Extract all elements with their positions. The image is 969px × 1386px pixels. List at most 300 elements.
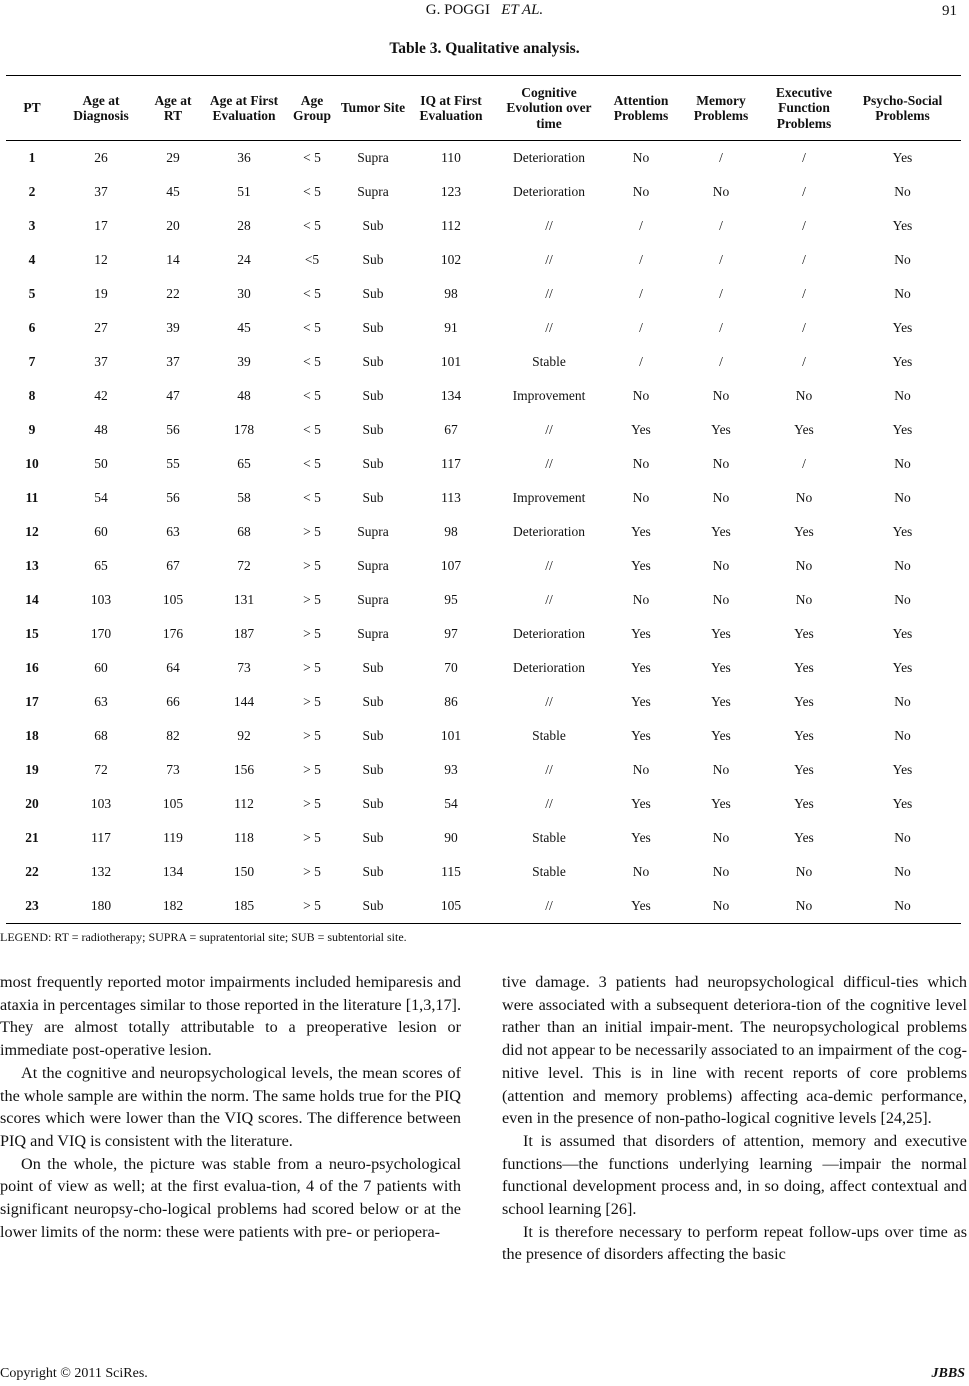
table-cell: 117 (91, 830, 111, 845)
table-cell: No (894, 830, 911, 845)
table-cell: No (712, 592, 730, 607)
table-cell: 82 (166, 728, 180, 743)
table-cell: / (719, 252, 723, 267)
table-cell: 67 (444, 422, 458, 437)
table-cell: No (894, 728, 911, 743)
table-cell: 67 (166, 558, 180, 573)
table-cell: Yes (631, 694, 651, 709)
column-header: Cognitive Evolution over time (494, 76, 604, 141)
table-cell: 91 (444, 320, 458, 335)
table-cell: Sub (362, 762, 384, 777)
table-cell: 73 (166, 762, 180, 777)
patient-id-cell: 18 (25, 728, 39, 743)
table-cell: 113 (441, 490, 461, 505)
table-cell: < 5 (303, 286, 321, 301)
body-text-right-column (502, 971, 967, 1266)
table-cell: Stable (532, 864, 566, 879)
table-row (6, 311, 961, 345)
table-cell: Sub (362, 354, 384, 369)
table-cell: Yes (711, 524, 731, 539)
table-cell: Sub (362, 830, 384, 845)
table-cell: 134 (162, 864, 184, 879)
table-row (6, 277, 961, 311)
table-cell: < 5 (303, 422, 321, 437)
table-cell: 112 (234, 796, 254, 811)
table-cell: // (545, 592, 553, 607)
table-cell: / (802, 286, 806, 301)
table-cell: / (802, 320, 806, 335)
table-cell: / (802, 456, 806, 471)
table-cell: Supra (357, 626, 389, 641)
table-cell: 24 (237, 252, 251, 267)
table-cell: 63 (166, 524, 180, 539)
table-cell: 58 (237, 490, 251, 505)
table-row (6, 515, 961, 549)
table-body (6, 141, 961, 924)
table-cell: 48 (94, 422, 108, 437)
table-cell: No (632, 864, 650, 879)
table-cell: No (632, 150, 650, 165)
table-cell: No (712, 456, 730, 471)
body-text-left-column (0, 971, 461, 1243)
table-cell: 68 (237, 524, 251, 539)
table-cell: Sub (362, 796, 384, 811)
table-cell: No (632, 184, 650, 199)
body-paragraph: On the whole, the picture was stable from a neuro-psychological point of view as well; at the first evalua-tion, 4 of the 7 patients with significant neuropsy-cho-logical problems had scored below or at the lower limits of the norm: these were patients with pre- or periopera- (0, 1154, 461, 1241)
patient-id-cell: 11 (25, 490, 39, 505)
table-cell: Yes (631, 422, 651, 437)
table-cell: 65 (237, 456, 251, 471)
table-cell: < 5 (303, 218, 321, 233)
table-cell: 64 (166, 660, 180, 675)
patient-id-cell: 5 (28, 286, 36, 301)
table-cell: 47 (166, 388, 180, 403)
table-cell: < 5 (303, 320, 321, 335)
table-cell: No (894, 184, 911, 199)
table-cell: 176 (162, 626, 184, 641)
table-cell: No (712, 830, 730, 845)
body-paragraph: It is assumed that disorders of attention, memory and executive functions—the functions underlying learning —impair the normal functional development process and, in so doing, affect contextual and school learning [26]. (502, 1131, 967, 1219)
table-header-row (6, 76, 961, 141)
footer-copyright: Copyright © 2011 SciRes. (0, 1366, 148, 1381)
table-cell: Sub (362, 456, 384, 471)
table-cell: // (545, 252, 553, 267)
table-cell: Yes (794, 626, 814, 641)
table-cell: Sub (362, 728, 384, 743)
table-cell: Deterioration (513, 524, 585, 539)
patient-id-cell: 21 (25, 830, 39, 845)
table-cell: > 5 (303, 524, 321, 539)
table-caption: Table 3. Qualitative analysis. (389, 40, 580, 57)
table-cell: No (632, 592, 650, 607)
patient-id-cell: 8 (28, 388, 36, 403)
table-cell: 97 (444, 626, 458, 641)
table-cell: Yes (794, 830, 814, 845)
table-cell: 102 (440, 252, 462, 267)
table-cell: Deterioration (513, 150, 585, 165)
table-row (6, 141, 961, 176)
table-cell: 110 (441, 150, 461, 165)
patient-id-cell: 4 (28, 252, 36, 267)
table-cell: Yes (794, 728, 814, 743)
table-row (6, 549, 961, 583)
table-cell: Supra (357, 558, 389, 573)
table-cell: 144 (233, 694, 255, 709)
table-row (6, 447, 961, 481)
table-cell: > 5 (303, 694, 321, 709)
patient-id-cell: 3 (28, 218, 36, 233)
table-cell: Yes (892, 422, 913, 437)
table-cell: 103 (90, 592, 112, 607)
table-row (6, 855, 961, 889)
table-cell: / (719, 354, 723, 369)
table-cell: No (894, 592, 911, 607)
table-cell: 101 (440, 728, 462, 743)
table-row (6, 617, 961, 651)
table-cell: 12 (94, 252, 108, 267)
table-cell: 48 (237, 388, 251, 403)
table-cell: 115 (441, 864, 461, 879)
table-cell: 39 (237, 354, 251, 369)
table-cell: Yes (892, 524, 913, 539)
table-cell: 60 (94, 660, 108, 675)
column-header: Psycho-Social Problems (844, 76, 961, 141)
table-cell: / (802, 218, 806, 233)
table-cell: 156 (233, 762, 255, 777)
table-cell: 92 (237, 728, 251, 743)
column-header: Age at Diagnosis (58, 76, 144, 141)
table-cell: / (802, 184, 806, 199)
table-cell: 26 (94, 150, 108, 165)
table-cell: Yes (794, 422, 814, 437)
column-header: Age at RT (144, 76, 202, 141)
table-cell: // (494, 889, 604, 924)
table-cell: Supra (357, 592, 389, 607)
table-cell: 182 (144, 889, 202, 924)
patient-id-cell: 9 (28, 422, 36, 437)
table-cell: / (802, 150, 806, 165)
table-cell: 68 (94, 728, 108, 743)
table-cell: Sub (362, 694, 384, 709)
table-cell: // (545, 286, 553, 301)
table-cell: No (712, 762, 730, 777)
column-header: IQ at First Evaluation (408, 76, 494, 141)
table-cell: 56 (166, 490, 180, 505)
table-cell: / (802, 354, 806, 369)
table-cell: <5 (304, 252, 320, 267)
table-cell: / (639, 218, 643, 233)
table-cell: < 5 (303, 184, 321, 199)
table-cell: Yes (892, 660, 913, 675)
patient-id-cell: 23 (6, 889, 58, 924)
table-cell: Yes (711, 626, 731, 641)
table-cell: > 5 (303, 660, 321, 675)
table-cell: 98 (444, 524, 458, 539)
table-cell: < 5 (303, 490, 321, 505)
column-header: Age Group (286, 76, 338, 141)
table-cell: Yes (892, 626, 913, 641)
table-cell: < 5 (303, 150, 321, 165)
table-cell: 56 (166, 422, 180, 437)
table-cell: 30 (237, 286, 251, 301)
table-cell: 98 (444, 286, 458, 301)
table-cell: 112 (441, 218, 461, 233)
table-cell: / (639, 354, 643, 369)
table-row (6, 889, 961, 924)
table-cell: 178 (233, 422, 255, 437)
table-cell: Improvement (512, 388, 586, 403)
table-cell: 105 (408, 889, 494, 924)
patient-id-cell: 15 (25, 626, 39, 641)
table-cell: 187 (233, 626, 255, 641)
table-cell: Yes (631, 796, 651, 811)
table-cell: 70 (444, 660, 458, 675)
table-row (6, 243, 961, 277)
table-row (6, 651, 961, 685)
table-cell: 28 (237, 218, 251, 233)
body-paragraph: tive damage. 3 patients had neuropsychological difficul-ties which were associated with a subsequent deteriora-tion of the cognitive level rather than an initial impair-ment. The neuropsychological problems did not appear to be necessarily associated to an impairment of the cog-nitive level. This is in line with recent reports of core problems (attention and memory problems) affecting aca-demic performance, even in the presence of non-patho-logical cognitive levels [24,25]. (502, 973, 967, 1128)
table-cell: 37 (166, 354, 180, 369)
table-cell: 118 (234, 830, 254, 845)
table-cell: Yes (794, 796, 814, 811)
table-cell: > 5 (286, 889, 338, 924)
table-cell: Yes (711, 422, 731, 437)
table-cell: 185 (202, 889, 286, 924)
table-cell: > 5 (303, 762, 321, 777)
table-cell: 54 (94, 490, 108, 505)
patient-id-cell: 17 (25, 694, 39, 709)
table-cell: Yes (892, 796, 913, 811)
patient-id-cell: 1 (28, 150, 36, 165)
table-cell: 95 (444, 592, 458, 607)
table-cell: / (719, 320, 723, 335)
table-cell: 66 (166, 694, 180, 709)
table-cell: No (764, 889, 844, 924)
table-cell: / (639, 286, 643, 301)
table-cell: Yes (631, 626, 651, 641)
table-cell: Stable (532, 728, 566, 743)
table-cell: 60 (94, 524, 108, 539)
table-cell: 107 (440, 558, 462, 573)
table-cell: 37 (94, 354, 108, 369)
table-cell: No (795, 558, 813, 573)
table-cell: 90 (444, 830, 458, 845)
table-cell: Sub (362, 218, 384, 233)
body-paragraph: most frequently reported motor impairments included hemiparesis and ataxia in percentages similar to those reported in the literature [1,3,17]. They are almost totally attributable to a preoperative lesion or immediate post-operative lesion. (0, 973, 461, 1060)
table-cell: No (795, 388, 813, 403)
table-cell: 105 (162, 796, 184, 811)
table-cell: // (545, 796, 553, 811)
table-cell: No (894, 864, 911, 879)
table-cell: > 5 (303, 558, 321, 573)
patient-id-cell: 16 (25, 660, 39, 675)
header-et-al: ET AL. (501, 2, 544, 18)
table-cell: Yes (794, 694, 814, 709)
table-cell: Yes (631, 524, 651, 539)
table-cell: Yes (794, 524, 814, 539)
table-cell: 131 (233, 592, 255, 607)
table-cell: // (545, 218, 553, 233)
table-cell: / (639, 320, 643, 335)
table-cell: No (894, 694, 911, 709)
table-cell: < 5 (303, 456, 321, 471)
table-cell: 29 (166, 150, 180, 165)
table-row (6, 175, 961, 209)
table-cell: 39 (166, 320, 180, 335)
table-cell: 51 (237, 184, 251, 199)
table-cell: 45 (166, 184, 180, 199)
table-row (6, 787, 961, 821)
column-header: Age at First Evaluation (202, 76, 286, 141)
table-cell: No (795, 864, 813, 879)
table-cell: Yes (631, 830, 651, 845)
patient-id-cell: 14 (25, 592, 39, 607)
patient-id-cell: 2 (28, 184, 36, 199)
table-row (6, 821, 961, 855)
table-cell: 170 (90, 626, 112, 641)
column-header: Executive Function Problems (764, 76, 844, 141)
table-cell: Yes (794, 660, 814, 675)
table-cell: No (632, 762, 650, 777)
table-row (6, 345, 961, 379)
table-cell: No (712, 558, 730, 573)
table-cell: Yes (711, 660, 731, 675)
table-cell: No (894, 490, 911, 505)
table-cell: Supra (357, 184, 389, 199)
body-paragraph: It is therefore necessary to perform repeat follow-ups over time as the presence of disorders affecting the basic (502, 1222, 967, 1264)
table-row (6, 481, 961, 515)
table-cell: Yes (892, 150, 913, 165)
table-cell: // (545, 422, 553, 437)
qualitative-analysis-table (6, 75, 961, 924)
table-cell: 123 (440, 184, 462, 199)
patient-id-cell: 19 (25, 762, 39, 777)
table-cell: 101 (440, 354, 462, 369)
table-cell: Sub (362, 252, 384, 267)
table-cell: No (894, 252, 911, 267)
table-cell: Yes (892, 762, 913, 777)
table-cell: 73 (237, 660, 251, 675)
header-author: G. POGGI (425, 2, 490, 18)
table-cell: 22 (166, 286, 180, 301)
table-legend: LEGEND: RT = radiotherapy; SUPRA = supratentorial site; SUB = subtentorial site. (0, 930, 407, 944)
table-cell: 27 (94, 320, 108, 335)
table-cell: Yes (631, 660, 651, 675)
table-cell: // (545, 456, 553, 471)
patient-id-cell: 20 (25, 796, 39, 811)
table-cell: Sub (338, 889, 408, 924)
table-row (6, 413, 961, 447)
column-header: Tumor Site (338, 76, 408, 141)
table-cell: 105 (162, 592, 184, 607)
table-cell: No (894, 388, 911, 403)
table-cell: Stable (532, 830, 566, 845)
table-cell: < 5 (303, 354, 321, 369)
table-cell: 36 (237, 150, 251, 165)
table-cell: 54 (444, 796, 458, 811)
table-cell: 17 (94, 218, 108, 233)
table-row (6, 583, 961, 617)
table-cell: Yes (711, 796, 731, 811)
table-cell: / (639, 252, 643, 267)
table-cell: / (802, 252, 806, 267)
table-cell: > 5 (303, 864, 321, 879)
table-cell: Sub (362, 490, 384, 505)
table-cell: No (894, 456, 911, 471)
table-cell: No (632, 388, 650, 403)
table-cell: Sub (362, 388, 384, 403)
table-cell: 14 (166, 252, 180, 267)
table-cell: 86 (444, 694, 458, 709)
table-cell: No (894, 558, 911, 573)
table-cell: Deterioration (513, 626, 585, 641)
table-cell: 93 (444, 762, 458, 777)
table-cell: Deterioration (513, 660, 585, 675)
table-cell: Sub (362, 422, 384, 437)
table-cell: Stable (532, 354, 566, 369)
table-cell: Supra (357, 150, 389, 165)
table-row (6, 209, 961, 243)
table-cell: No (712, 184, 730, 199)
body-paragraph: At the cognitive and neuropsychological levels, the mean scores of the whole sample are within the norm. The same holds true for the PIQ scores which were lower than the VIQ scores. The difference between PIQ and VIQ is consistent with the literature. (0, 1063, 461, 1150)
table-cell: 45 (237, 320, 251, 335)
table-cell: 180 (58, 889, 144, 924)
table-cell: 119 (163, 830, 183, 845)
table-cell: 132 (90, 864, 112, 879)
table-row (6, 379, 961, 413)
table-cell: // (545, 762, 553, 777)
table-cell: / (719, 286, 723, 301)
table-cell: Yes (631, 558, 651, 573)
table-cell: < 5 (303, 388, 321, 403)
table-cell: 42 (94, 388, 108, 403)
table-cell: Yes (711, 728, 731, 743)
table-cell: > 5 (303, 796, 321, 811)
table-row (6, 719, 961, 753)
table-cell: 117 (441, 456, 461, 471)
table-cell: 20 (166, 218, 180, 233)
table-cell: Yes (604, 889, 678, 924)
table-cell: 72 (94, 762, 108, 777)
table-cell: Sub (362, 286, 384, 301)
table-cell: // (545, 558, 553, 573)
table-cell: Yes (794, 762, 814, 777)
table-cell: No (712, 864, 730, 879)
page-number: 91 (942, 3, 957, 19)
table-cell: Yes (892, 354, 913, 369)
table-cell: > 5 (303, 626, 321, 641)
table-cell: Supra (357, 524, 389, 539)
table-cell: 150 (233, 864, 255, 879)
table-cell: > 5 (303, 830, 321, 845)
table-row (6, 685, 961, 719)
table-cell: No (844, 889, 961, 924)
table-row (6, 753, 961, 787)
table-cell: Improvement (512, 490, 586, 505)
table-cell: Deterioration (513, 184, 585, 199)
table-cell: 72 (237, 558, 251, 573)
table-cell: Sub (362, 660, 384, 675)
table-cell: > 5 (303, 728, 321, 743)
table-cell: 50 (94, 456, 108, 471)
table-cell: // (545, 694, 553, 709)
table-cell: Yes (892, 218, 913, 233)
column-header: Attention Problems (604, 76, 678, 141)
table-cell: 37 (94, 184, 108, 199)
table-cell: No (712, 490, 730, 505)
table-cell: 19 (94, 286, 108, 301)
table-cell: No (795, 490, 813, 505)
